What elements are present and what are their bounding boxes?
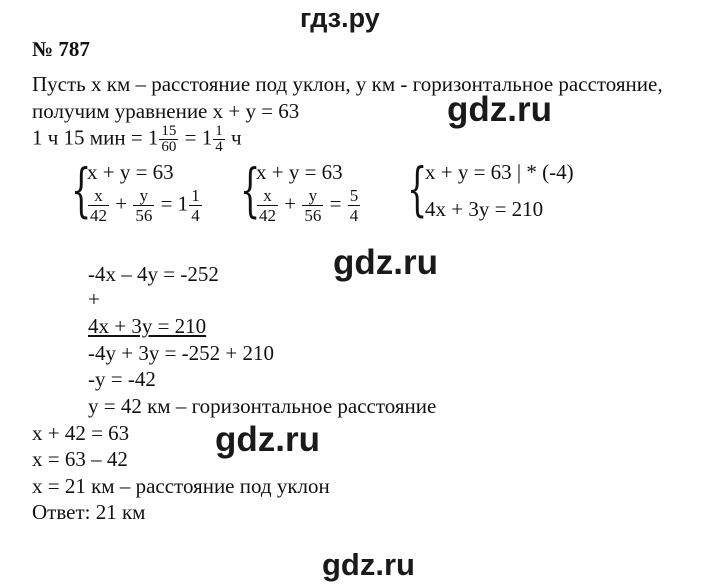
system-2-eq1: х + у = 63 <box>256 160 343 184</box>
fraction-num: х <box>88 186 109 206</box>
system-1-eq2 <box>87 186 203 225</box>
system-1-eq1: х + у = 63 <box>87 160 174 184</box>
fraction-15-60 <box>159 124 178 155</box>
solution-line-7: х + 42 = 63 <box>32 421 130 445</box>
fraction-y-56 <box>133 186 154 225</box>
fraction-den: 42 <box>90 206 107 225</box>
solution-line-3: 4х + 3у = 210 <box>88 314 207 338</box>
fraction-x-42 <box>257 186 278 225</box>
intro-line-2: получим уравнение х + у = 63 <box>32 99 300 123</box>
fraction-num: х <box>257 186 278 206</box>
watermark-2: gdz.ru <box>333 243 438 282</box>
fraction-num: у <box>133 186 154 206</box>
time-conv-prefix: 1 ч 15 мин = 1 <box>32 125 159 150</box>
solution-line-4: -4у + 3у = -252 + 210 <box>88 341 275 365</box>
fraction-num: 5 <box>349 186 359 205</box>
solution-plus: + <box>88 287 100 311</box>
system-3-eq1: х + у = 63 | * (-4) <box>425 160 574 184</box>
system-1-brace: { <box>71 156 92 224</box>
system-2-brace: { <box>240 156 261 224</box>
time-conv-suffix: ч <box>231 125 242 150</box>
solution-line-9: х = 21 км – расстояние под уклон <box>32 474 330 498</box>
fraction-den: 56 <box>304 206 322 225</box>
plus-sign: + <box>115 191 128 216</box>
fraction-den: 42 <box>259 206 276 225</box>
fraction-5-4 <box>348 186 361 225</box>
fraction-num: 15 <box>161 123 177 139</box>
watermark-3: gdz.ru <box>215 420 320 459</box>
fraction-den: 4 <box>191 206 200 225</box>
fraction-y-56 <box>302 186 323 225</box>
fraction-num: у <box>302 186 323 206</box>
fraction-x-42 <box>88 186 109 225</box>
task-number: № 787 <box>32 37 90 61</box>
solution-line-6: у = 42 км – горизонтальное расстояние <box>88 394 437 418</box>
fraction-num: 1 <box>215 123 223 139</box>
solution-line-5: -у = -42 <box>88 367 156 391</box>
fraction-den: 4 <box>215 139 223 155</box>
plus-sign: + <box>284 191 297 216</box>
system-2-eq2 <box>256 186 361 225</box>
system-3-brace: { <box>407 155 428 223</box>
fraction-den: 4 <box>349 206 359 225</box>
fraction-den: 60 <box>161 139 177 155</box>
answer: Ответ: 21 км <box>32 500 146 524</box>
rhs-int: = 1 <box>160 191 189 216</box>
fraction-den: 56 <box>135 206 153 225</box>
time-conv-mid: = 1 <box>184 125 213 150</box>
intro-line-1: Пусть х км – расстояние под уклон, у км - горизонтальное расстояние, <box>32 72 663 96</box>
rhs-eq: = <box>329 191 342 216</box>
system-3-eq2: 4х + 3у = 210 <box>425 197 544 221</box>
fraction-1-4 <box>189 186 202 225</box>
solution-line-8: х = 63 – 42 <box>32 447 128 471</box>
fraction-num: 1 <box>191 186 200 205</box>
fraction-1-4 <box>213 124 225 155</box>
site-header-logo: гдз.ру <box>300 3 380 33</box>
watermark-1: gdz.ru <box>447 90 552 129</box>
time-conversion <box>32 124 242 155</box>
solution-line-1: -4х – 4у = -252 <box>88 262 219 286</box>
watermark-4: gdz.ru <box>322 547 415 582</box>
